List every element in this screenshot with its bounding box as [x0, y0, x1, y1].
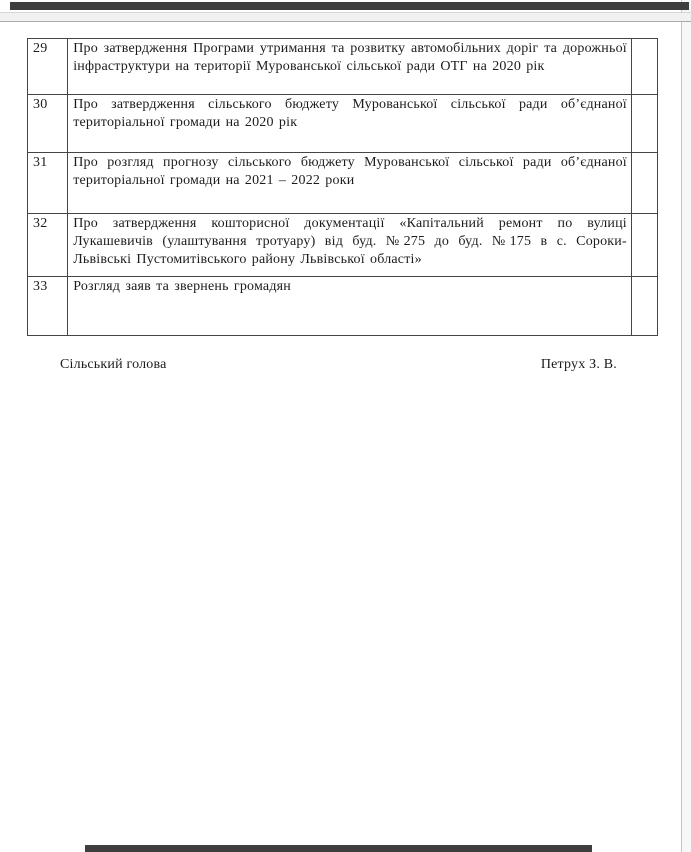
row-empty-cell: [631, 277, 657, 336]
row-number-cell: 29: [28, 39, 68, 95]
row-number-cell: 32: [28, 214, 68, 277]
row-empty-cell: [631, 153, 657, 214]
toolbar-strip: [0, 12, 691, 22]
table-row: [28, 214, 658, 277]
row-number-cell: 31: [28, 153, 68, 214]
row-text-cell: Розгляд заяв та звернень громадян: [68, 277, 632, 336]
row-number-cell: 30: [28, 95, 68, 153]
row-empty-cell: [631, 95, 657, 153]
row-text-cell: Про затвердження кошторисної документації «Капітальний ремонт по вулиці Лукашевичів (улаштування тротуару) від буд. №275 до буд. №175 в с. Сороки-Львівські Пустомитівського району Львівської області»: [68, 214, 632, 277]
row-number-cell: 33: [28, 277, 68, 336]
bottom-toolbar-edge: [85, 845, 592, 852]
row-text-cell: Про затвердження сільського бюджету Мурованської сільської ради об’єднаної територіальної громади на 2020 рік: [68, 95, 632, 153]
signature-line: [60, 356, 617, 374]
agenda-table: [27, 38, 658, 336]
row-empty-cell: [631, 39, 657, 95]
signature-name: Петрух З. В.: [540, 357, 617, 372]
top-toolbar-edge: [10, 2, 689, 10]
table-row: [28, 39, 658, 95]
table-row: [28, 153, 658, 214]
table-row: [28, 95, 658, 153]
signature-title: Сільський голова: [60, 357, 167, 372]
vertical-scrollbar[interactable]: [681, 0, 691, 852]
row-text-cell: Про розгляд прогнозу сільського бюджету Мурованської сільської ради об’єднаної територіальної громади на 2021 – 2022 роки: [68, 153, 632, 214]
table-row: [28, 277, 658, 336]
row-text-cell: Про затвердження Програми утримання та розвитку автомобільних доріг та дорожньої інфраструктури на території Мурованської сільської ради ОТГ на 2020 рік: [68, 39, 632, 95]
row-empty-cell: [631, 214, 657, 277]
